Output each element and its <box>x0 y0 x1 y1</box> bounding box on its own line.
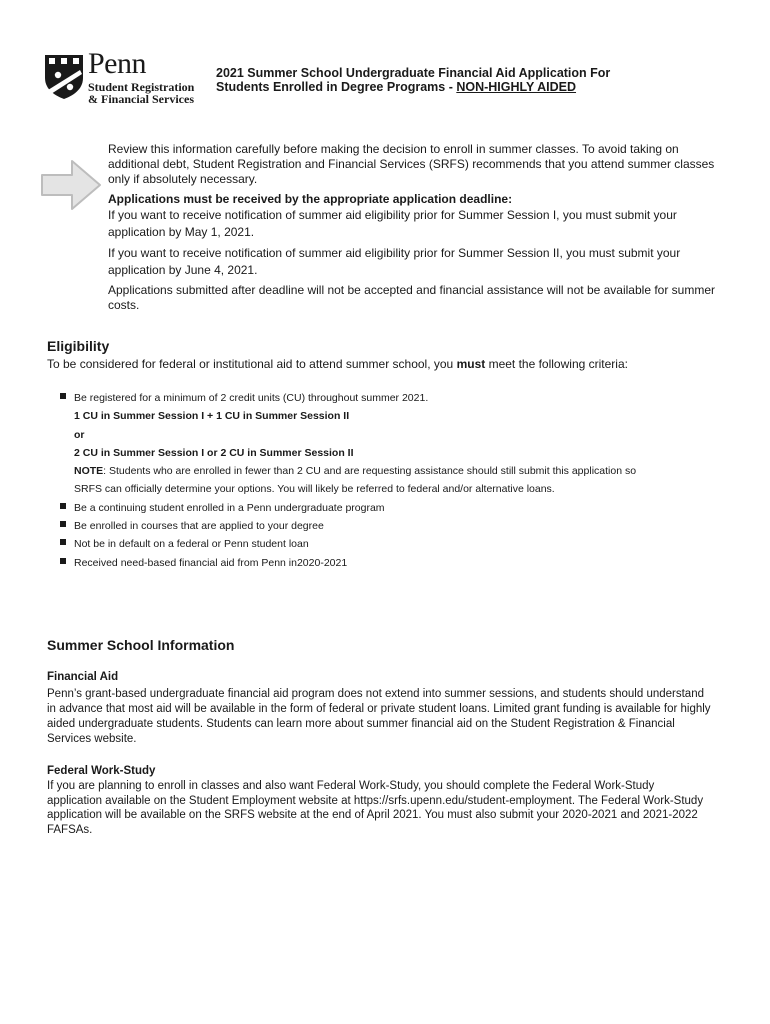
list-item <box>60 556 720 574</box>
list-item <box>60 519 720 537</box>
criteria-need-based-aid: Received need-based financial aid from Penn in2020-2021 <box>74 556 348 569</box>
list-item <box>60 391 720 409</box>
federal-work-study-body: If you are planning to enroll in classes and also want Federal Work-Study, you should complete the Federal Work-Study application available on the Student Employment website at https://srfs.upenn.edu/student-employment. The Federal Work-Study application will be available on the SRFS website at the end of April 2021. You must also submit your 2020-2021 and 2021-2022 FAFSAs. <box>47 780 704 836</box>
logo-subtitle-line1: Student Registration <box>88 80 195 94</box>
financial-aid-body: Penn’s grant-based undergraduate financial aid program does not extend into summer sessions, and students should understand in advance that most aid will be available in the form of federal or private student loans. Limited grant funding is available for highly aided undergraduate students. Students can learn more about summer financial aid on the Student Registration & Financial Services website. <box>47 688 711 745</box>
late-application-note: Applications submitted after deadline will not be accepted and financial assistance will not be available for summer costs. <box>108 283 716 312</box>
criteria-credit-units: Be registered for a minimum of 2 credit units (CU) throughout summer 2021. <box>74 392 429 404</box>
document-title <box>216 66 716 94</box>
intro-block <box>108 142 718 313</box>
eligibility-intro-after: meet the following criteria: <box>485 357 628 371</box>
title-line1: 2021 Summer School Undergraduate Financial Aid Application For <box>216 66 611 80</box>
title-line2-underlined: NON-HIGHLY AIDED <box>456 80 577 94</box>
penn-shield-icon <box>44 54 84 100</box>
bullet-icon <box>60 558 66 564</box>
title-line2-prefix: Students Enrolled in Degree Programs - <box>216 80 457 94</box>
session2-deadline: If you want to receive notification of summer aid eligibility prior for Summer Session II, you must submit your application by June 4, 2021. <box>108 246 681 277</box>
logo-subtitle-line2: & Financial Services <box>88 92 194 106</box>
criteria-option1: 1 CU in Summer Session I + 1 CU in Summer Session II <box>74 410 350 423</box>
criteria-option2: 2 CU in Summer Session I or 2 CU in Summer Session II <box>74 446 354 459</box>
bullet-icon <box>60 393 66 399</box>
list-item <box>60 501 720 519</box>
criteria-note-line2: SRFS can officially determine your options. You will likely be referred to federal and/or alternative loans. <box>74 483 555 496</box>
summer-school-info-heading: Summer School Information <box>47 637 235 653</box>
eligibility-intro-bold: must <box>456 357 486 371</box>
bullet-icon <box>60 521 66 527</box>
list-item-sub <box>60 464 720 482</box>
intro-review-text: Review this information carefully before making the decision to enroll in summer classes. To avoid taking on additional debt, Student Registration and Financial Services (SRFS) recommends that you attend summer classes only if absolutely necessary. <box>108 142 715 186</box>
financial-aid-heading: Financial Aid <box>47 671 119 683</box>
deadline-heading: Applications must be received by the appropriate application deadline: <box>108 192 513 206</box>
right-arrow-icon <box>38 155 104 215</box>
list-item-sub <box>60 446 720 464</box>
criteria-continuing-student: Be a continuing student enrolled in a Penn undergraduate program <box>74 501 385 514</box>
eligibility-criteria-list <box>60 391 720 574</box>
eligibility-intro <box>47 357 737 371</box>
note-text: : Students who are enrolled in fewer than 2 CU and are requesting assistance should still submit this application so <box>103 465 637 478</box>
note-label: NOTE <box>74 465 104 478</box>
list-item <box>60 537 720 555</box>
criteria-or: or <box>74 428 85 441</box>
eligibility-heading: Eligibility <box>47 338 110 354</box>
criteria-degree-courses: Be enrolled in courses that are applied to your degree <box>74 520 324 533</box>
bullet-icon <box>60 539 66 545</box>
list-item-sub <box>60 409 720 427</box>
logo-wordmark: Penn <box>88 47 146 80</box>
session1-deadline: If you want to receive notification of summer aid eligibility prior for Summer Session I, you must submit your application by May 1, 2021. <box>108 208 677 239</box>
list-item-sub <box>60 482 720 500</box>
federal-work-study-heading: Federal Work-Study <box>47 765 156 777</box>
title-line2 <box>216 80 716 94</box>
bullet-icon <box>60 503 66 509</box>
penn-logo <box>44 47 204 108</box>
list-item-sub <box>60 428 720 446</box>
criteria-note <box>74 464 636 478</box>
criteria-no-default: Not be in default on a federal or Penn student loan <box>74 538 309 551</box>
eligibility-intro-before: To be considered for federal or institutional aid to attend summer school, you <box>47 357 457 371</box>
